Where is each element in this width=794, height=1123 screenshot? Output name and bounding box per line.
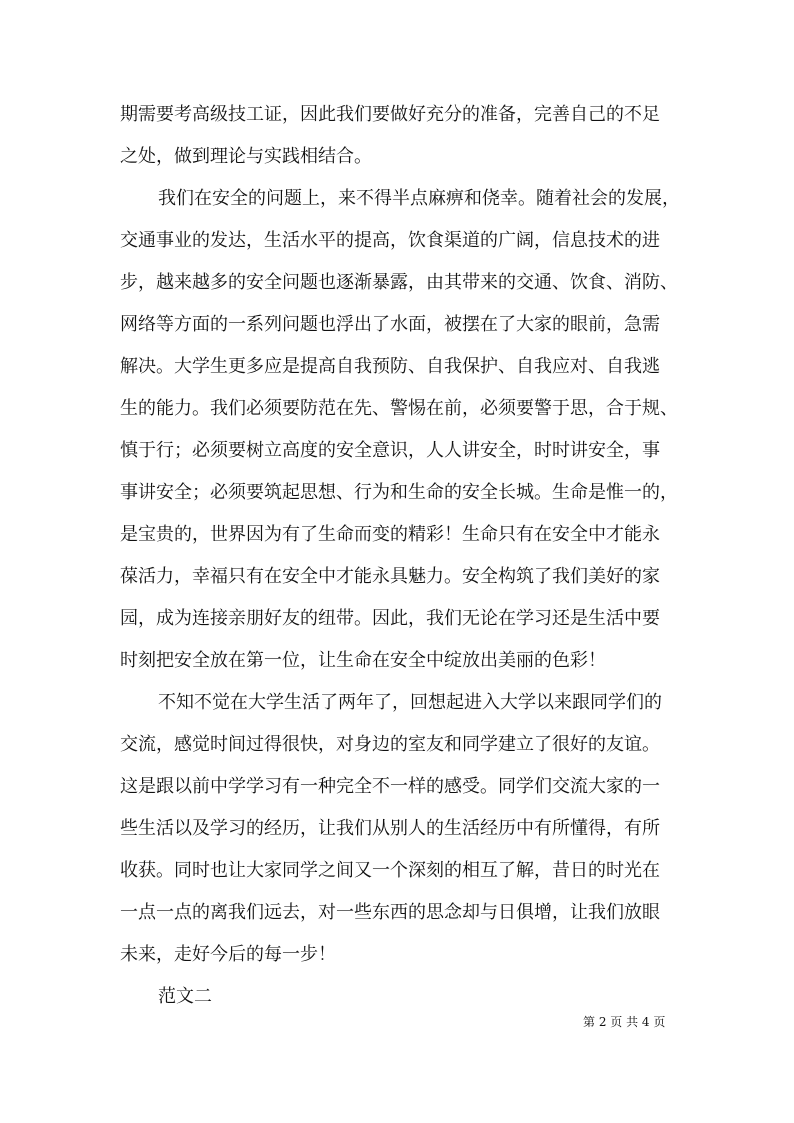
text-line: 一点一点的离我们远去，对一些东西的思念却与日俱增，让我们放眼 xyxy=(120,902,660,923)
text-line: 园，成为连接亲朋好友的纽带。因此，我们无论在学习还是生活中要 xyxy=(120,608,660,629)
text-line: 葆活力，幸福只有在安全中才能永具魅力。安全构筑了我们美好的家 xyxy=(120,566,660,587)
text-line: 事讲安全；必须要筑起思想、行为和生命的安全长城。生命是惟一的， xyxy=(120,482,678,503)
text-line: 步，越来越多的安全问题也逐渐暴露，由其带来的交通、饮食、消防、 xyxy=(120,272,678,293)
text-line: 未来，走好今后的每一步！ xyxy=(120,944,336,965)
text-line: 这是跟以前中学学习有一种完全不一样的感受。同学们交流大家的一 xyxy=(120,776,660,797)
text-line: 收获。同时也让大家同学之间又一个深刻的相互了解，昔日的时光在 xyxy=(120,860,660,881)
text-line: 时刻把安全放在第一位，让生命在安全中绽放出美丽的色彩！ xyxy=(120,650,606,671)
text-line: 些生活以及学习的经历，让我们从别人的生活经历中有所懂得，有所 xyxy=(120,818,660,839)
text-line: 期需要考高级技工证，因此我们要做好充分的准备，完善自己的不足 xyxy=(120,104,660,125)
text-line: 慎于行；必须要树立高度的安全意识，人人讲安全，时时讲安全，事 xyxy=(120,440,660,461)
text-line: 生的能力。我们必须要防范在先、警惕在前，必须要警于思，合于规、 xyxy=(120,398,678,419)
text-line: 网络等方面的一系列问题也浮出了水面，被摆在了大家的眼前，急需 xyxy=(120,314,660,335)
page-number: 第 2 页 共 4 页 xyxy=(583,1015,666,1029)
text-line: 是宝贵的，世界因为有了生命而变的精彩！生命只有在安全中才能永 xyxy=(120,524,660,545)
paragraph-first-line: 不知不觉在大学生活了两年了，回想起进入大学以来跟同学们的 xyxy=(158,692,662,713)
section-heading: 范文二 xyxy=(158,986,212,1007)
paragraph-first-line: 我们在安全的问题上，来不得半点麻痹和侥幸。随着社会的发展， xyxy=(158,188,680,209)
text-line: 交流，感觉时间过得很快，对身边的室友和同学建立了很好的友谊。 xyxy=(120,734,660,755)
text-line: 之处，做到理论与实践相结合。 xyxy=(120,146,372,167)
text-line: 交通事业的发达，生活水平的提高，饮食渠道的广阔，信息技术的进 xyxy=(120,230,660,251)
text-line: 解决。大学生更多应是提高自我预防、自我保护、自我应对、自我逃 xyxy=(120,356,660,377)
